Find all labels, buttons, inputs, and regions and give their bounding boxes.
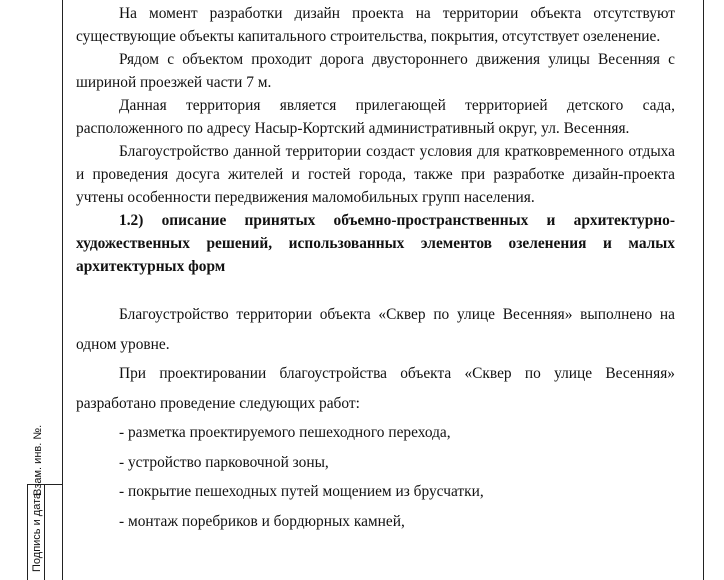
list-item: - покрытие пешеходных путей мощением из брусчатки, — [119, 483, 484, 500]
paragraph: Благоустройство территории объекта «Сквер по улице Весенняя» выполнено на одном уровне. — [76, 306, 675, 353]
paragraph: Благоустройство данной территории создаст условия для кратковременного отдыха и проведения досуга жителей и гостей города, также при разработке дизайн-проекта учтены особенности передвижения маломобильных групп населения. — [76, 143, 675, 206]
paragraph: На момент разработки дизайн проекта на территории объекта отсутствуют существующие объекты капитального строительства, покрытия, отсутствует озеленение. — [76, 5, 675, 45]
spacer — [76, 278, 675, 300]
paragraph: При проектировании благоустройства объекта «Сквер по улице Весенняя» разработано проведение следующих работ: — [76, 365, 675, 412]
list-item: - монтаж поребриков и бордюрных камней, — [119, 512, 405, 530]
paragraph: Данная территория является прилегающей территорией детского сада, расположенного по адресу Насыр-Кортский административный округ, ул. Весенняя. — [76, 97, 675, 137]
section-heading: 1.2) описание принятых объемно-пространственных и архитектурно-художественных решений, использованных элементов озеленения и малых архитектурных форм — [76, 212, 675, 275]
section-body — [76, 300, 675, 536]
frame-left-border — [62, 0, 63, 580]
stamp-column-line — [27, 484, 28, 580]
list-item: - разметка проектируемого пешеходного перехода, — [119, 424, 451, 441]
stamp-replaced-inv-no: Взам. инв. №. — [32, 424, 44, 496]
stamp-column-line — [44, 484, 45, 580]
stamp-signature-date: Подпись и дата — [31, 492, 43, 572]
text-block — [76, 2, 675, 536]
paragraph: Рядом с объектом проходит дорога двустороннего движения улицы Весенняя с шириной проезжей части 7 м. — [76, 51, 675, 91]
list-item: - устройство парковочной зоны, — [119, 453, 329, 471]
frame-right-border — [703, 0, 704, 580]
